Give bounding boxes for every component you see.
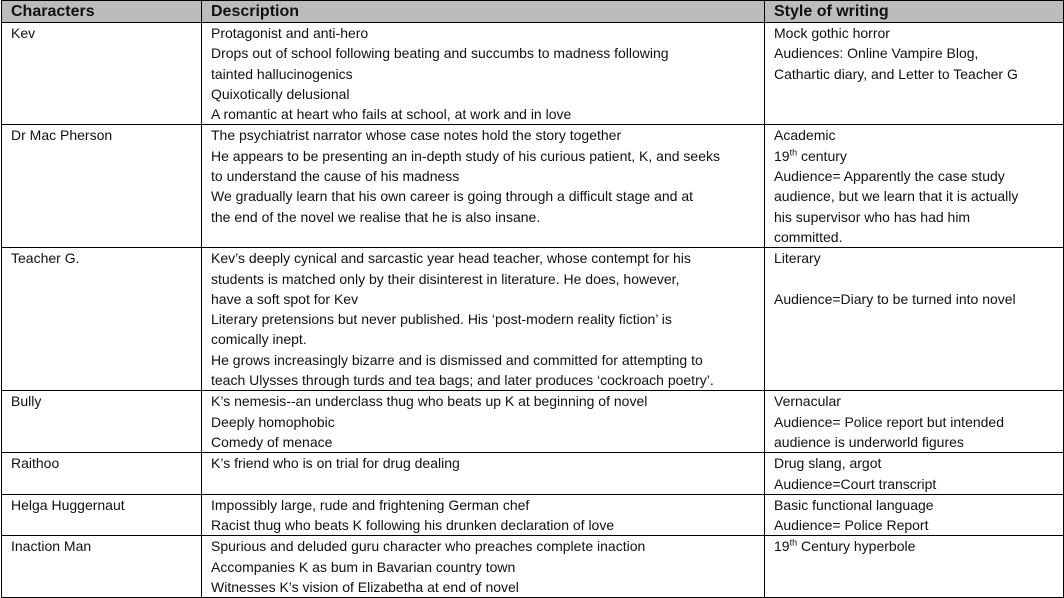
- character-name: Teacher G.: [11, 250, 80, 267]
- character-name-cell: [2, 391, 202, 453]
- style-line: Academic: [774, 127, 836, 144]
- description-cell: [202, 536, 765, 598]
- table-row-inaction-man: [2, 536, 1064, 598]
- style-of-writing-cell: [765, 494, 1064, 536]
- characters-table: [1, 0, 1064, 598]
- table-row-teacher-g: [2, 248, 1064, 391]
- character-name: Dr Mac Pherson: [11, 127, 113, 144]
- description-line: teach Ulysses through turds and tea bags; and later produces ‘cockroach poetry’.: [211, 372, 714, 389]
- header-row: [2, 1, 1064, 23]
- character-name: Bully: [11, 393, 42, 410]
- description-line: Drops out of school following beating and succumbs to madness following: [211, 45, 669, 62]
- description-line: Spurious and deluded guru character who preaches complete inaction: [211, 538, 646, 555]
- style-line: [774, 269, 1054, 289]
- description-line: He appears to be presenting an in-depth study of his curious patient, K, and seeks: [211, 147, 720, 164]
- character-name-cell: [2, 453, 202, 495]
- style-line: Mock gothic horror: [774, 25, 890, 41]
- description-line: the end of the novel we realise that he is also insane.: [211, 208, 541, 225]
- description-line: Impossibly large, rude and frightening German chef: [211, 496, 530, 513]
- style-line: Audience= Apparently the case study: [774, 168, 1005, 185]
- description-line: K’s friend who is on trial for drug dealing: [211, 455, 460, 472]
- table-row-kev: [2, 23, 1064, 125]
- style-line: Audience=Court transcript: [774, 475, 937, 492]
- style-line: Audience= Police report but intended: [774, 413, 1004, 430]
- description-cell: [202, 23, 765, 125]
- character-name: Helga Huggernaut: [11, 496, 125, 513]
- character-name-cell: [2, 494, 202, 536]
- character-name-cell: [2, 248, 202, 391]
- style-line: Cathartic diary, and Letter to Teacher G: [774, 65, 1018, 82]
- description-line: Kev’s deeply cynical and sarcastic year head teacher, whose contempt for his: [211, 250, 691, 267]
- header-characters: Characters: [2, 1, 202, 23]
- style-line: Vernacular: [774, 393, 841, 410]
- style-line: 19th Century hyperbole: [774, 537, 916, 555]
- description-line: Comedy of menace: [211, 433, 333, 450]
- description-line: He grows increasingly bizarre and is dismissed and committed for attempting to: [211, 351, 703, 368]
- style-line: Drug slang, argot: [774, 455, 882, 472]
- description-line: have a soft spot for Kev: [211, 290, 359, 307]
- style-line: audience is underworld figures: [774, 433, 964, 450]
- description-line: Literary pretensions but never published. His ‘post-modern reality fiction’ is: [211, 311, 672, 328]
- description-line: Quixotically delusional: [211, 85, 350, 102]
- style-line: 19th century: [774, 147, 847, 164]
- description-line: comically inept.: [211, 331, 307, 348]
- description-cell: [202, 453, 765, 495]
- description-line: Accompanies K as bum in Bavarian country town: [211, 558, 516, 575]
- style-line: audience, but we learn that it is actually: [774, 188, 1019, 205]
- description-line: Deeply homophobic: [211, 413, 335, 430]
- character-name: Inaction Man: [11, 538, 92, 555]
- table-body: [2, 23, 1064, 598]
- character-name-cell: [2, 536, 202, 598]
- table-row-helga-huggernaut: [2, 494, 1064, 536]
- style-of-writing-cell: [765, 536, 1064, 598]
- style-of-writing-cell: [765, 125, 1064, 248]
- style-of-writing-cell: [765, 23, 1064, 125]
- style-line: Literary: [774, 250, 821, 267]
- description-line: students is matched only by their disinterest in literature. He does, however,: [211, 270, 680, 287]
- style-of-writing-cell: [765, 391, 1064, 453]
- description-cell: [202, 391, 765, 453]
- description-line: K’s nemesis--an underclass thug who beats up K at beginning of novel: [211, 393, 648, 410]
- style-line: Audience=Diary to be turned into novel: [774, 290, 1016, 307]
- style-line: Basic functional language: [774, 496, 934, 513]
- character-name: Raithoo: [11, 455, 60, 472]
- style-of-writing-cell: [765, 248, 1064, 391]
- description-line: Protagonist and anti-hero: [211, 25, 369, 41]
- table-row-raithoo: [2, 453, 1064, 495]
- description-line: We gradually learn that his own career is going through a difficult stage and at: [211, 188, 693, 205]
- description-line: A romantic at heart who fails at school, at work and in love: [211, 106, 572, 123]
- table-row-dr-mac-pherson: [2, 125, 1064, 248]
- style-line: his supervisor who has had him: [774, 208, 971, 225]
- style-of-writing-cell: [765, 453, 1064, 495]
- description-cell: [202, 125, 765, 248]
- style-line: committed.: [774, 228, 843, 245]
- header-description: Description: [202, 1, 765, 23]
- description-line: to understand the cause of his madness: [211, 168, 460, 185]
- header-style-of-writing: Style of writing: [765, 1, 1064, 23]
- table-row-bully: [2, 391, 1064, 453]
- style-line: Audience= Police Report: [774, 517, 929, 534]
- description-cell: [202, 248, 765, 391]
- description-line: Witnesses K’s vision of Elizabetha at end of novel: [211, 579, 519, 596]
- character-name-cell: [2, 23, 202, 125]
- description-line: tainted hallucinogenics: [211, 65, 353, 82]
- description-cell: [202, 494, 765, 536]
- description-line: The psychiatrist narrator whose case notes hold the story together: [211, 127, 622, 144]
- character-name: Kev: [11, 25, 36, 41]
- description-line: Racist thug who beats K following his drunken declaration of love: [211, 517, 615, 534]
- character-name-cell: [2, 125, 202, 248]
- style-line: Audiences: Online Vampire Blog,: [774, 45, 979, 62]
